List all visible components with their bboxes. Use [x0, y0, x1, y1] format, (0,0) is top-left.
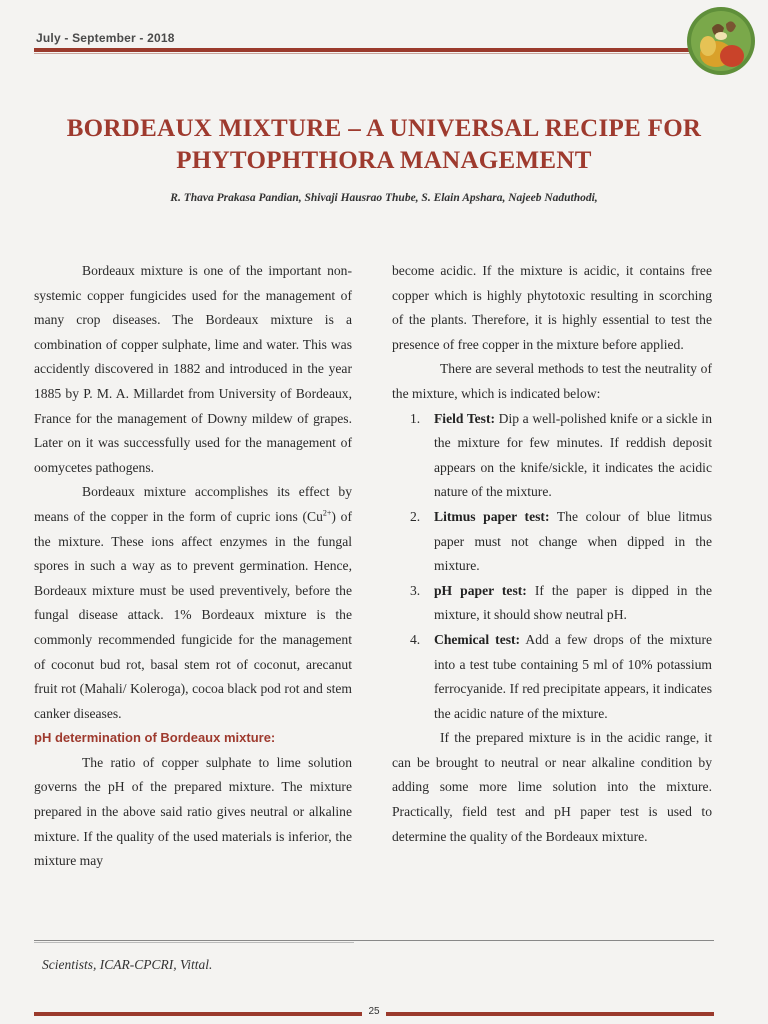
author-affiliation: Scientists, ICAR-CPCRI, Vittal.	[42, 957, 213, 972]
list-number: 3.	[410, 582, 421, 598]
list-item-label: Chemical test:	[434, 631, 521, 647]
list-item-text: If the paper is dipped in the mixture, it should show neutral pH.	[434, 582, 712, 623]
article-authors: R. Thava Prakasa Pandian, Shivaji Hausrao Thube, S. Elain Apshara, Najeeb Naduthodi,	[170, 192, 598, 204]
paragraph: Bordeaux mixture is one of the important non-systemic copper fungicides used for the management of many crop diseases. The Bordeaux mixture is a combination of copper sulphate, lime and water. This was accidently discovered in 1882 and introduced in the year 1885 by P. M. A. Millardet from University of Bordeaux, France for the management of Downy mildew of grapes. Later on it was successfully used for the management of oomycetes pathogens.	[34, 263, 352, 475]
article-title: BORDEAUX MIXTURE – A UNIVERSAL RECIPE FOR PHYTOPHTHORA MANAGEMENT	[66, 115, 702, 174]
header-rule	[34, 48, 714, 52]
list-item-text: Dip a well-polished knife or a sickle in the mixture for few minutes. If reddish deposit appears on the knife/sickle, it indicates the acidic nature of the mixture.	[434, 410, 712, 500]
list-number: 4.	[410, 631, 421, 647]
right-column	[392, 259, 712, 849]
list-item	[392, 579, 712, 628]
list-item	[392, 407, 712, 505]
paragraph: become acidic. If the mixture is acidic, it contains free copper which is highly phytotoxic resulting in scorching of the plants. Therefore, it is highly essential to test the presence of free copper in the mixture before applied.	[392, 263, 712, 352]
paragraph-text: ) of the mixture. These ions affect enzymes in the fungal spores in such a way as to prevent germination. Hence, Bordeaux mixture must be used preventively, before the fungal disease attack. 1% Bordeaux mixture is the commonly recommended fungicide for the management of coconut bud rot, basal stem rot of coconut, arecanut fruit rot (Mahali/ Koleroga), cocoa black pod rot and stem canker diseases.	[34, 508, 353, 721]
page-number: 25	[362, 1006, 386, 1020]
section-heading: pH determination of Bordeaux mixture:	[34, 730, 276, 746]
test-list	[392, 407, 712, 727]
footnote-rule	[34, 942, 354, 943]
paragraph: If the prepared mixture is in the acidic range, it can be brought to neutral or near alkaline condition by adding some more lime solution into the mixture. Practically, field test and pH paper test is used to determine the quality of the Bordeaux mixture.	[392, 730, 712, 844]
issue-date: July - September - 2018	[36, 31, 175, 45]
superscript-charge: 2+	[322, 508, 332, 518]
list-item-label: pH paper test:	[434, 582, 527, 598]
paragraph-text: Bordeaux mixture accomplishes its effect by means of the copper in the form of cupric ions (Cu	[34, 484, 352, 524]
list-item	[392, 505, 712, 579]
list-item-label: Litmus paper test:	[434, 508, 550, 524]
cashew-fruit-icon	[686, 6, 756, 76]
list-item-label: Field Test:	[434, 410, 496, 426]
list-item-text: The colour of blue litmus paper must not change when dipped in the mixture.	[434, 508, 713, 574]
column-end-rule	[34, 940, 714, 941]
left-column	[34, 259, 352, 874]
list-item	[392, 628, 712, 726]
header-rule-thin	[34, 53, 714, 54]
paragraph: There are several methods to test the neutrality of the mixture, which is indicated below:	[392, 361, 712, 401]
list-number: 2.	[410, 508, 421, 524]
paragraph-cupric-ions	[34, 480, 352, 726]
list-number: 1.	[410, 410, 421, 426]
paragraph: The ratio of copper sulphate to lime solution governs the pH of the prepared mixture. The mixture prepared in the above said ratio gives neutral or alkaline mixture. If the quality of the used materials is inferior, the mixture may	[34, 754, 352, 869]
list-item-text: Add a few drops of the mixture into a test tube containing 5 ml of 10% potassium ferrocyanide. If red precipitate appears, it indicates the acidic nature of the mixture.	[434, 631, 713, 721]
